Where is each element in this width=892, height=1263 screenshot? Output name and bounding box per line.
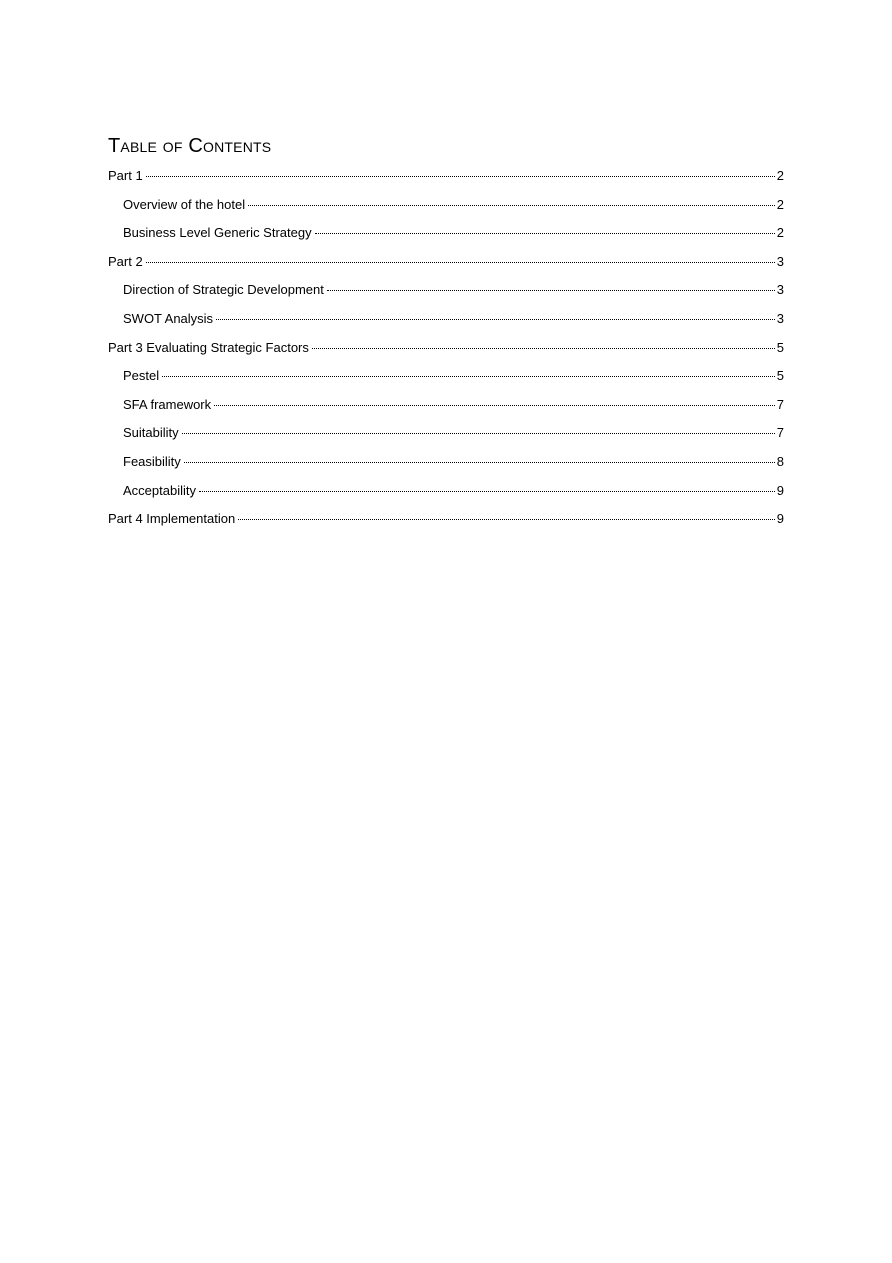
toc-entry-swot-analysis[interactable] <box>108 309 784 338</box>
toc-dot-leader <box>182 432 775 434</box>
toc-entry-text: Direction of Strategic Development <box>123 282 324 298</box>
toc-entry-sfa-framework[interactable] <box>108 395 784 424</box>
toc-page-number: 7 <box>776 425 784 441</box>
toc-dot-leader <box>199 490 775 492</box>
toc-page-number: 8 <box>776 453 784 469</box>
toc-entry-part-2[interactable] <box>108 252 784 281</box>
toc-entry-text: Suitability <box>123 425 179 441</box>
toc-entry-text: SWOT Analysis <box>123 310 214 326</box>
toc-entry-text: Part 1 <box>108 168 143 183</box>
toc-list <box>108 166 784 538</box>
toc-dot-leader <box>315 232 775 234</box>
toc-page-number: 3 <box>776 253 784 269</box>
toc-entry-text: SFA framework <box>123 396 212 412</box>
toc-entry-overview-of-the-hotel[interactable] <box>108 195 784 224</box>
toc-entry-text: Pestel <box>123 368 160 384</box>
toc-dot-leader <box>146 175 775 177</box>
toc-entry-text: Part 4 Implementation <box>108 511 236 527</box>
toc-entry-acceptability[interactable] <box>108 481 784 510</box>
toc-entry-part-4-implementation[interactable] <box>108 509 784 538</box>
toc-dot-leader <box>214 404 775 406</box>
toc-entry-text: Part 3 Evaluating Strategic Factors <box>108 339 309 355</box>
toc-entry-part-1[interactable] <box>108 166 784 195</box>
toc-dot-leader <box>216 318 775 320</box>
toc-entry-text: Part 2 <box>108 253 143 269</box>
toc-dot-leader <box>248 204 775 206</box>
toc-heading: Table of Contents <box>108 135 272 157</box>
toc-entry-pestel[interactable] <box>108 366 784 395</box>
toc-page-number: 7 <box>776 396 784 412</box>
toc-entry-part-3-evaluating-strategic-factors[interactable] <box>108 338 784 367</box>
toc-dot-leader <box>146 261 775 263</box>
toc-page-number: 5 <box>776 368 784 384</box>
toc-entry-direction-of-strategic-development[interactable] <box>108 280 784 309</box>
toc-entry-feasibility[interactable] <box>108 452 784 481</box>
toc-dot-leader <box>162 375 775 377</box>
toc-entry-text: Overview of the hotel <box>123 196 246 212</box>
toc-entry-text: Business Level Generic Strategy <box>123 225 312 241</box>
toc-dot-leader <box>312 347 775 349</box>
toc-entry-text: Feasibility <box>123 453 181 469</box>
toc-page-number: 2 <box>776 225 784 241</box>
toc-page-number: 9 <box>776 511 784 527</box>
toc-page-number: 3 <box>776 282 784 298</box>
toc-page-number: 3 <box>776 310 784 326</box>
toc-dot-leader <box>327 289 775 291</box>
toc-page-number: 5 <box>776 339 784 355</box>
toc-entry-business-level-generic-strategy[interactable] <box>108 223 784 252</box>
toc-page-number: 9 <box>776 482 784 498</box>
toc-page-number: 2 <box>776 196 784 212</box>
toc-page-number: 2 <box>776 168 784 183</box>
toc-dot-leader <box>238 518 775 520</box>
toc-entry-suitability[interactable] <box>108 423 784 452</box>
toc-dot-leader <box>184 461 775 463</box>
toc-entry-text: Acceptability <box>123 482 196 498</box>
